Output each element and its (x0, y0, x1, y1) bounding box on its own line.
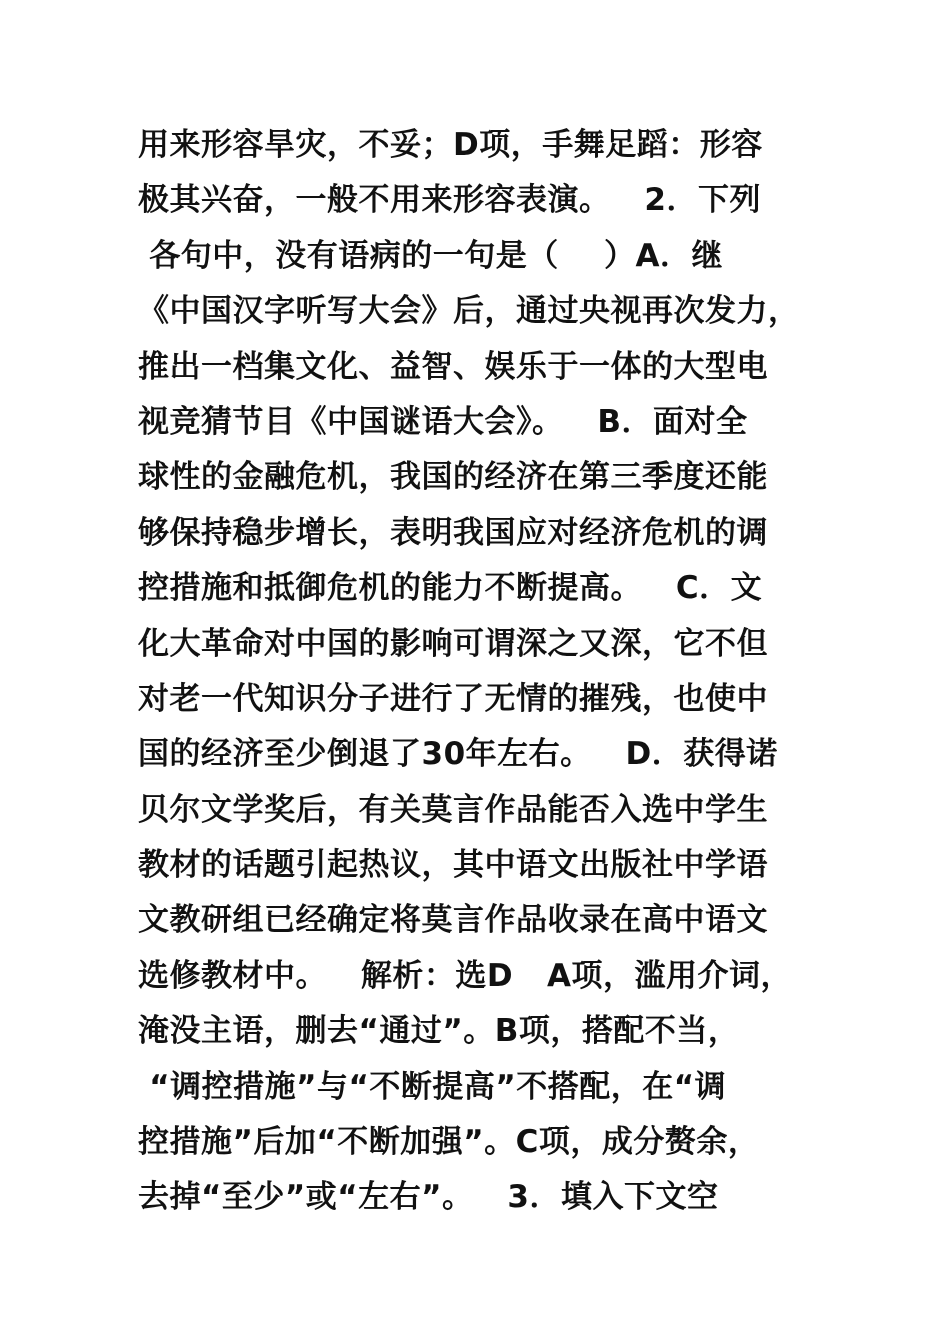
text-line-7: 球性的金融危机，我国的经济在第三季度还能 (138, 459, 768, 496)
text-line-10: 化大革命对中国的影响可谓深之又深，它不但 (138, 625, 768, 662)
text-line-20: 去掉“至少”或“左右”。 3．填入下文空 (138, 1179, 719, 1216)
text-line-9: 控措施和抵御危机的能力不断提高。 C．文 (138, 570, 763, 607)
text-line-11: 对老一代知识分子进行了无情的摧残，也使中 (138, 680, 768, 717)
text-line-2: 极其兴奋，一般不用来形容表演。 2．下列 (138, 182, 761, 219)
body-text (138, 118, 838, 1226)
text-line-5: 推出一档集文化、益智、娱乐于一体的大型电 (138, 348, 768, 385)
text-line-18: “调控措施”与“不断提高”不搭配，在“调 (138, 1068, 727, 1105)
text-line-8: 够保持稳步增长，表明我国应对经济危机的调 (138, 514, 768, 551)
text-line-16: 选修教材中。 解析：选D A项，滥用介词， (138, 957, 792, 994)
text-line-1: 用来形容旱灾，不妥；D项，手舞足蹈：形容 (138, 127, 763, 163)
text-line-4: 《中国汉字听写大会》后，通过央视再次发力， (138, 293, 800, 330)
text-line-12: 国的经济至少倒退了30年左右。 D．获得诺 (138, 736, 778, 773)
text-line-6: 视竞猜节目《中国谜语大会》。 B．面对全 (138, 403, 748, 440)
text-line-3: 各句中，没有语病的一句是（ ）A．继 (138, 237, 723, 274)
text-line-19: 控措施”后加“不断加强”。C项，成分赘余， (138, 1124, 760, 1161)
text-line-13: 贝尔文学奖后，有关莫言作品能否入选中学生 (138, 791, 768, 828)
text-line-17: 淹没主语，删去“通过”。B项，搭配不当， (138, 1013, 740, 1050)
text-line-15: 文教研组已经确定将莫言作品收录在高中语文 (138, 902, 768, 939)
text-line-14: 教材的话题引起热议，其中语文出版社中学语 (138, 847, 768, 884)
